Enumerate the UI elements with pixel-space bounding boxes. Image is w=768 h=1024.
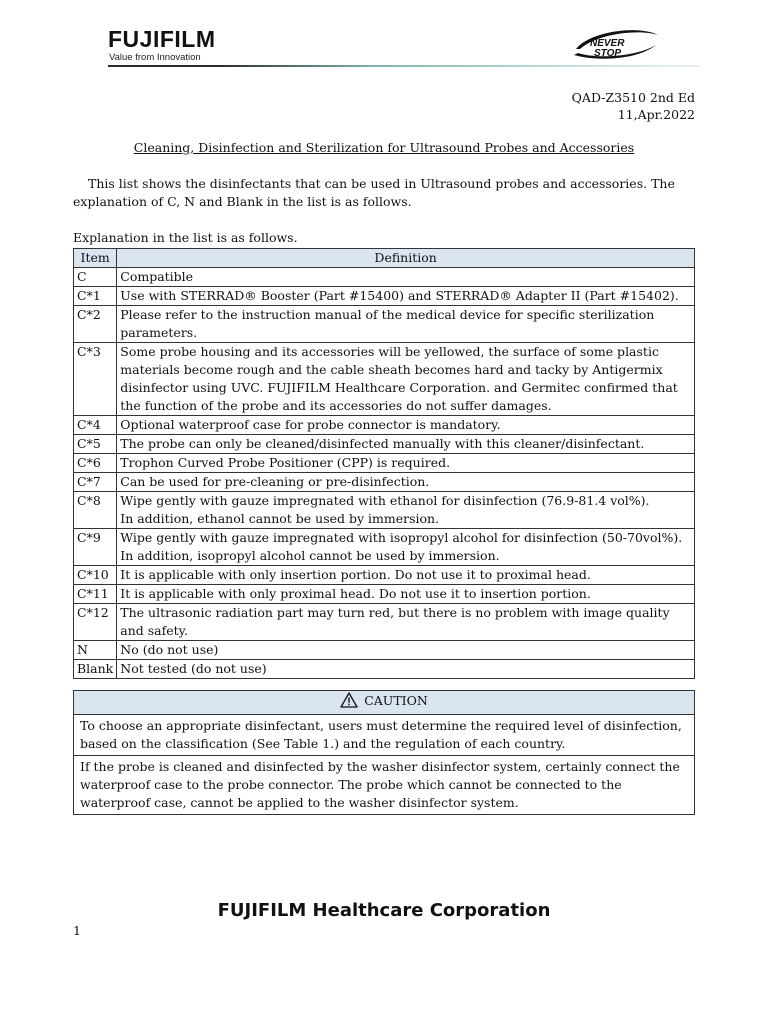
caution-header-row [74, 691, 695, 715]
definition-cell: No (do not use) [117, 641, 695, 660]
item-cell: C*11 [74, 585, 117, 604]
page-number: 1 [73, 923, 81, 938]
definition-line: Wipe gently with gauze impregnated with isopropyl alcohol for disinfection (50-70vol%). [120, 530, 683, 545]
document-date: 11,Apr.2022 [617, 107, 695, 122]
item-cell: C*2 [74, 306, 117, 343]
item-cell: C*3 [74, 343, 117, 416]
definition-cell: The probe can only be cleaned/disinfected manually with this cleaner/disinfectant. [117, 435, 695, 454]
item-cell: Blank [74, 660, 117, 679]
item-cell: C*8 [74, 492, 117, 529]
table-row [74, 641, 695, 660]
document-title: Cleaning, Disinfection and Sterilization for Ultrasound Probes and Accessories [133, 140, 635, 155]
item-cell: N [74, 641, 117, 660]
definition-cell: Compatible [117, 268, 695, 287]
definition-cell: Please refer to the instruction manual of the medical device for specific sterilization parameters. [117, 306, 695, 343]
table-row [74, 287, 695, 306]
never-stop-badge [570, 27, 662, 63]
document-code: QAD-Z3510 2nd Ed [571, 90, 695, 105]
table-row [74, 473, 695, 492]
table-row [74, 529, 695, 566]
definition-cell: Trophon Curved Probe Positioner (CPP) is required. [117, 454, 695, 473]
definition-cell: Use with STERRAD® Booster (Part #15400) and STERRAD® Adapter II (Part #15402). [117, 287, 695, 306]
header-divider [108, 65, 700, 67]
item-cell: C*9 [74, 529, 117, 566]
table-row [74, 604, 695, 641]
table-row [74, 454, 695, 473]
caution-paragraph: If the probe is cleaned and disinfected by the washer disinfector system, certainly connect the waterproof case to the probe connector. The probe which cannot be connected to the waterproof case, cannot be applied to the washer disinfector system. [74, 756, 695, 815]
definition-cell: The ultrasonic radiation part may turn red, but there is no problem with image quality and safety. [117, 604, 695, 641]
table-row [74, 416, 695, 435]
table-row [74, 585, 695, 604]
table-row [74, 660, 695, 679]
footer-company-name: FUJIFILM Healthcare Corporation [217, 900, 551, 921]
definition-cell: Not tested (do not use) [117, 660, 695, 679]
definition-line-2: In addition, isopropyl alcohol cannot be used by immersion. [120, 548, 500, 563]
definition-cell [117, 492, 695, 529]
caution-paragraph: To choose an appropriate disinfectant, users must determine the required level of disinfection, based on the classification (See Table 1.) and the regulation of each country. [74, 715, 695, 756]
definition-cell [117, 529, 695, 566]
table-row [74, 268, 695, 287]
definition-cell: Optional waterproof case for probe connector is mandatory. [117, 416, 695, 435]
intro-paragraph: This list shows the disinfectants that can be used in Ultrasound probes and accessories. The explanation of C, N and Blank in the list is as follows. [73, 176, 675, 209]
definition-cell: Can be used for pre-cleaning or pre-disinfection. [117, 473, 695, 492]
caution-heading: CAUTION [364, 693, 428, 708]
table-row [74, 492, 695, 529]
definition-cell: It is applicable with only proximal head. Do not use it to insertion portion. [117, 585, 695, 604]
table-row [74, 343, 695, 416]
explanation-heading: Explanation in the list is as follows. [73, 230, 298, 245]
definition-line: Wipe gently with gauze impregnated with ethanol for disinfection (76.9-81.4 vol%). [120, 493, 650, 508]
definitions-table [73, 248, 695, 679]
table-row [74, 435, 695, 454]
header-definition: Definition [117, 249, 695, 268]
item-cell: C*1 [74, 287, 117, 306]
logo-tagline: Value from Innovation [109, 52, 201, 63]
caution-row [74, 715, 695, 756]
caution-box [73, 690, 695, 815]
item-cell: C*7 [74, 473, 117, 492]
badge-line1: NEVER [590, 38, 625, 49]
definition-line-2: In addition, ethanol cannot be used by immersion. [120, 511, 440, 526]
header-item: Item [74, 249, 117, 268]
item-cell: C*6 [74, 454, 117, 473]
item-cell: C [74, 268, 117, 287]
item-cell: C*10 [74, 566, 117, 585]
fujifilm-logo [108, 28, 216, 63]
document-info [572, 89, 695, 123]
table-row [74, 306, 695, 343]
table-row [74, 566, 695, 585]
caution-row [74, 756, 695, 815]
item-cell: C*5 [74, 435, 117, 454]
badge-line2: STOP [594, 48, 622, 59]
table-header-row [74, 249, 695, 268]
definition-cell: It is applicable with only insertion portion. Do not use it to proximal head. [117, 566, 695, 585]
item-cell: C*12 [74, 604, 117, 641]
warning-triangle-icon [340, 692, 358, 713]
never-stop-swoosh-icon [570, 27, 662, 63]
item-cell: C*4 [74, 416, 117, 435]
logo-wordmark: FUJIFILM [108, 26, 216, 52]
definition-cell: Some probe housing and its accessories will be yellowed, the surface of some plastic materials become rough and the cable sheath becomes hard and tacky by Antigermix disinfector using UVC. FUJIFILM Healthcare Corporation. and Germitec confirmed that the function of the probe and its accessories do not suffer damages. [117, 343, 695, 416]
